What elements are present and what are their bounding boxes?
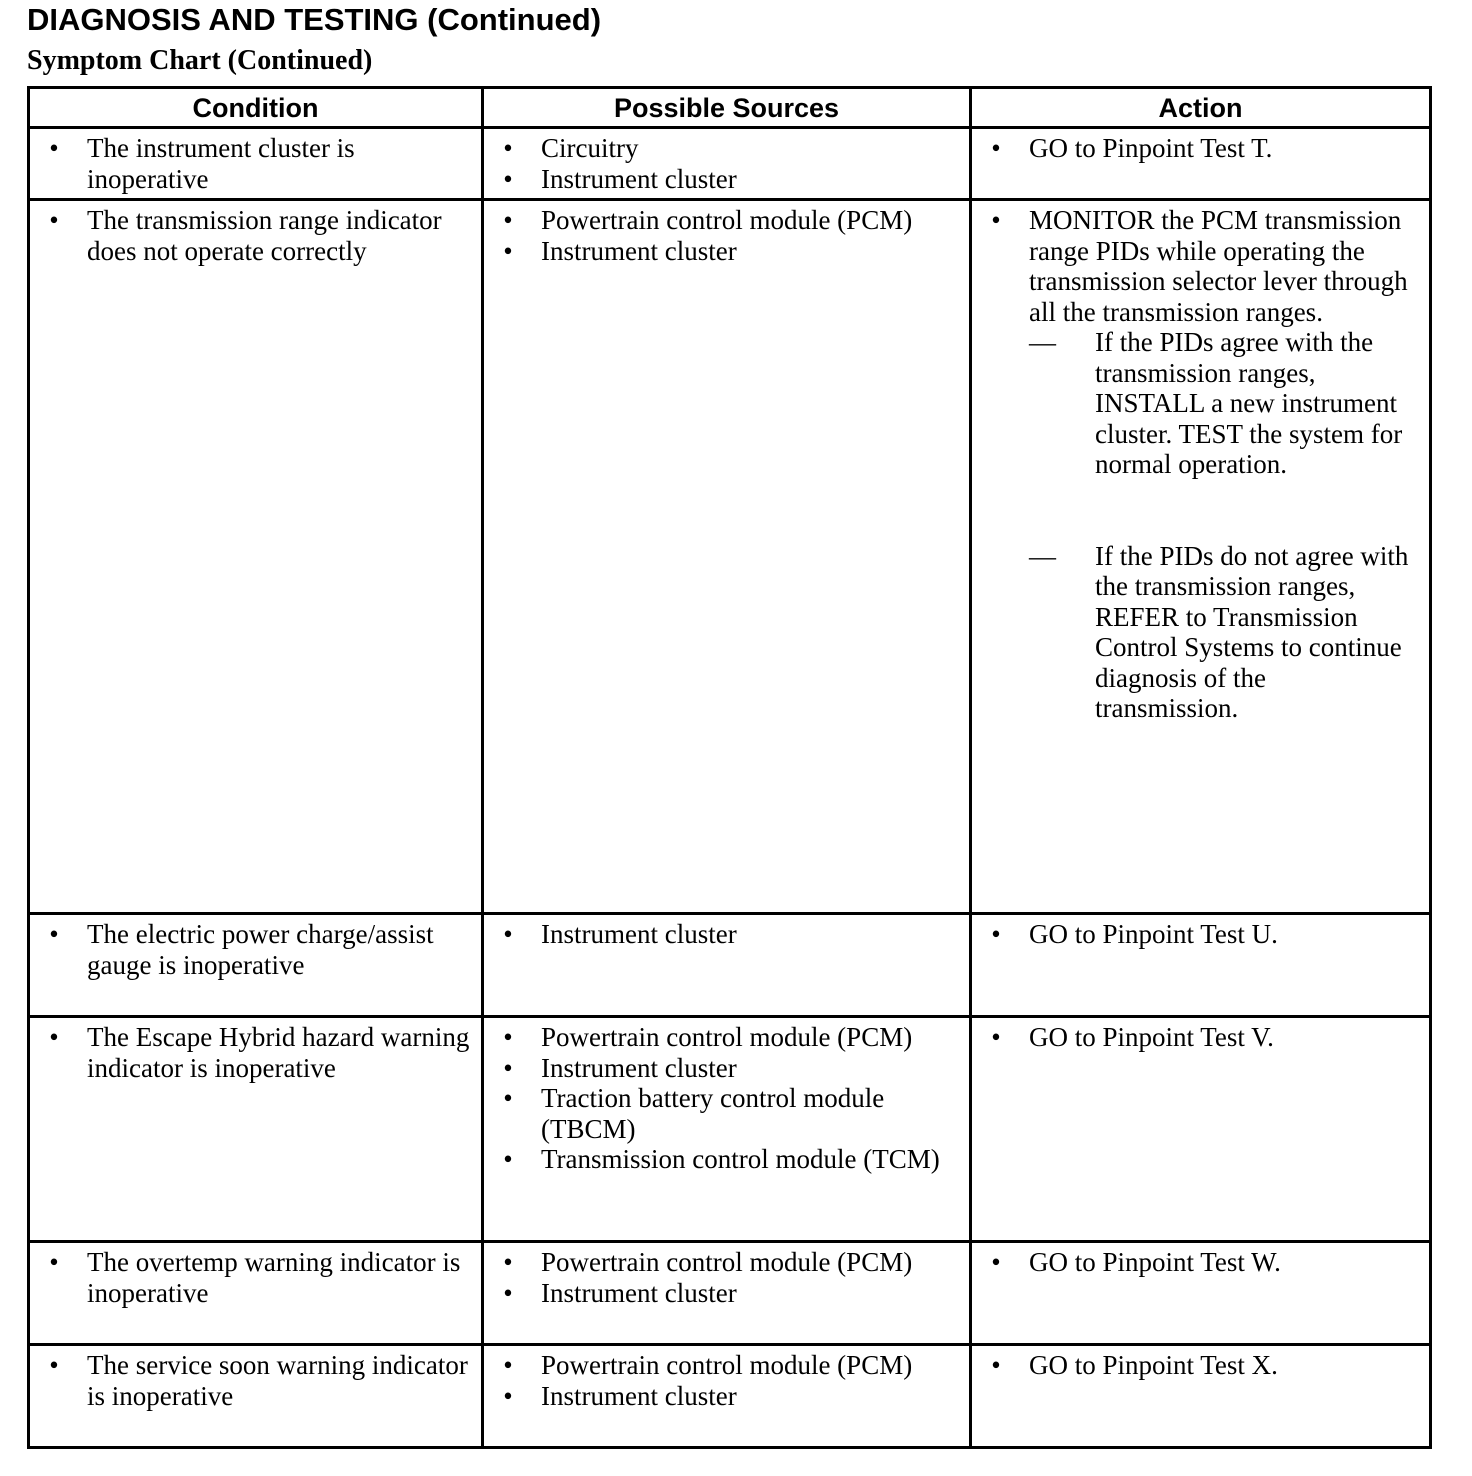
bullet-icon: •	[49, 1350, 59, 1380]
chart-subtitle: Symptom Chart (Continued)	[27, 45, 373, 76]
condition-text: The service soon warning indicator is inoperative	[87, 1350, 468, 1411]
bullet-icon: •	[503, 133, 513, 163]
page-title: DIAGNOSIS AND TESTING (Continued)	[27, 2, 602, 37]
table-row	[29, 200, 1431, 914]
table-row	[29, 1242, 1431, 1345]
bullet-icon: •	[991, 1022, 1001, 1052]
sub-action-text: If the PIDs agree with the transmission ranges, INSTALL a new instrument cluster. TEST the system for normal operation.	[1095, 327, 1403, 479]
list-item	[30, 919, 481, 980]
sources-cell	[483, 1017, 971, 1242]
sub-action-text: If the PIDs do not agree with the transmission ranges, REFER to Transmission Control Systems to continue diagnosis of the transmission.	[1095, 540, 1409, 723]
action-text: GO to Pinpoint Test U.	[1029, 919, 1278, 949]
bullet-icon: •	[503, 1350, 513, 1380]
source-text: Transmission control module (TCM)	[541, 1144, 940, 1174]
action-text: GO to Pinpoint Test X.	[1029, 1350, 1278, 1380]
action-text: GO to Pinpoint Test T.	[1029, 133, 1273, 163]
source-text: Instrument cluster	[541, 163, 737, 194]
bullet-icon: •	[49, 919, 59, 949]
condition-cell	[29, 128, 483, 200]
bullet-icon: •	[49, 1247, 59, 1277]
table-row	[29, 128, 1431, 200]
condition-cell	[29, 914, 483, 1017]
bullet-icon: •	[503, 235, 513, 266]
table-header-row	[29, 88, 1431, 128]
column-header-condition: Condition	[29, 88, 483, 128]
condition-cell	[29, 1017, 483, 1242]
action-cell	[971, 200, 1431, 914]
condition-text: The Escape Hybrid hazard warning indicator is inoperative	[87, 1022, 470, 1083]
action-cell	[971, 128, 1431, 200]
list-item	[972, 1247, 1429, 1278]
source-text: Powertrain control module (PCM)	[541, 1022, 913, 1052]
action-text: GO to Pinpoint Test V.	[1029, 1022, 1274, 1052]
condition-text: The electric power charge/assist gauge is inoperative	[87, 919, 434, 980]
source-text: Powertrain control module (PCM)	[541, 1350, 913, 1380]
source-text: Instrument cluster	[541, 1277, 737, 1308]
list-item	[484, 205, 969, 236]
bullet-icon: •	[503, 163, 513, 194]
list-item	[484, 1053, 969, 1084]
list-item	[484, 1022, 969, 1053]
bullet-icon: •	[503, 1144, 513, 1174]
list-item	[972, 133, 1429, 164]
condition-text: The transmission range indicator does not operate correctly	[87, 205, 442, 266]
symptom-chart-table	[27, 86, 1432, 1449]
action-cell	[971, 1242, 1431, 1345]
list-item	[484, 1083, 969, 1144]
bullet-icon: •	[991, 133, 1001, 163]
list-item	[484, 1350, 969, 1381]
bullet-icon: •	[49, 133, 59, 163]
action-cell	[971, 1345, 1431, 1448]
bullet-icon: •	[991, 1350, 1001, 1380]
list-item	[484, 236, 969, 267]
condition-cell	[29, 1345, 483, 1448]
list-item	[484, 919, 969, 950]
list-item	[484, 1381, 969, 1412]
dash-icon: —	[1029, 327, 1056, 357]
list-item	[484, 164, 969, 195]
source-text: Instrument cluster	[541, 235, 737, 266]
bullet-icon: •	[503, 919, 513, 949]
sources-cell	[483, 1242, 971, 1345]
column-header-possible-sources: Possible Sources	[483, 88, 971, 128]
source-text: Powertrain control module (PCM)	[541, 1247, 913, 1277]
condition-cell	[29, 1242, 483, 1345]
bullet-icon: •	[991, 919, 1001, 949]
list-item	[484, 1247, 969, 1278]
sources-cell	[483, 1345, 971, 1448]
bullet-icon: •	[503, 1380, 513, 1411]
sub-action-item	[1029, 541, 1423, 724]
bullet-icon: •	[991, 205, 1001, 235]
bullet-icon: •	[503, 205, 513, 235]
action-cell	[971, 1017, 1431, 1242]
list-item	[30, 1022, 481, 1083]
list-item	[484, 1144, 969, 1175]
column-header-action: Action	[971, 88, 1431, 128]
sources-cell	[483, 914, 971, 1017]
list-item	[972, 919, 1429, 950]
sources-cell	[483, 200, 971, 914]
list-item	[30, 133, 481, 194]
dash-icon: —	[1029, 540, 1056, 571]
list-item	[972, 205, 1429, 724]
list-item	[30, 205, 481, 266]
bullet-icon: •	[503, 1247, 513, 1277]
list-item	[972, 1350, 1429, 1381]
bullet-icon: •	[991, 1247, 1001, 1277]
list-item	[30, 1247, 481, 1308]
source-text: Powertrain control module (PCM)	[541, 205, 913, 235]
condition-cell	[29, 200, 483, 914]
source-text: Instrument cluster	[541, 919, 737, 949]
list-item	[972, 1022, 1429, 1053]
table-row	[29, 1345, 1431, 1448]
source-text: Circuitry	[541, 133, 639, 163]
action-text: GO to Pinpoint Test W.	[1029, 1247, 1281, 1277]
table-row	[29, 1017, 1431, 1242]
bullet-icon: •	[503, 1277, 513, 1308]
condition-text: The instrument cluster is inoperative	[87, 133, 355, 194]
bullet-icon: •	[503, 1083, 513, 1113]
sub-action-item	[1029, 327, 1423, 480]
source-text: Instrument cluster	[541, 1052, 737, 1083]
sources-cell	[483, 128, 971, 200]
list-item	[30, 1350, 481, 1411]
action-text: MONITOR the PCM transmission range PIDs while operating the transmission selector lever through all the transmission ranges.	[1029, 205, 1408, 327]
condition-text: The overtemp warning indicator is inoperative	[87, 1247, 461, 1308]
bullet-icon: •	[503, 1022, 513, 1052]
bullet-icon: •	[49, 205, 59, 235]
list-item	[484, 1278, 969, 1309]
bullet-icon: •	[503, 1052, 513, 1083]
table-row	[29, 914, 1431, 1017]
sub-action-list	[1029, 327, 1423, 724]
action-cell	[971, 914, 1431, 1017]
source-text: Instrument cluster	[541, 1380, 737, 1411]
source-text: Traction battery control module (TBCM)	[541, 1083, 885, 1144]
list-item	[484, 133, 969, 164]
bullet-icon: •	[49, 1022, 59, 1052]
